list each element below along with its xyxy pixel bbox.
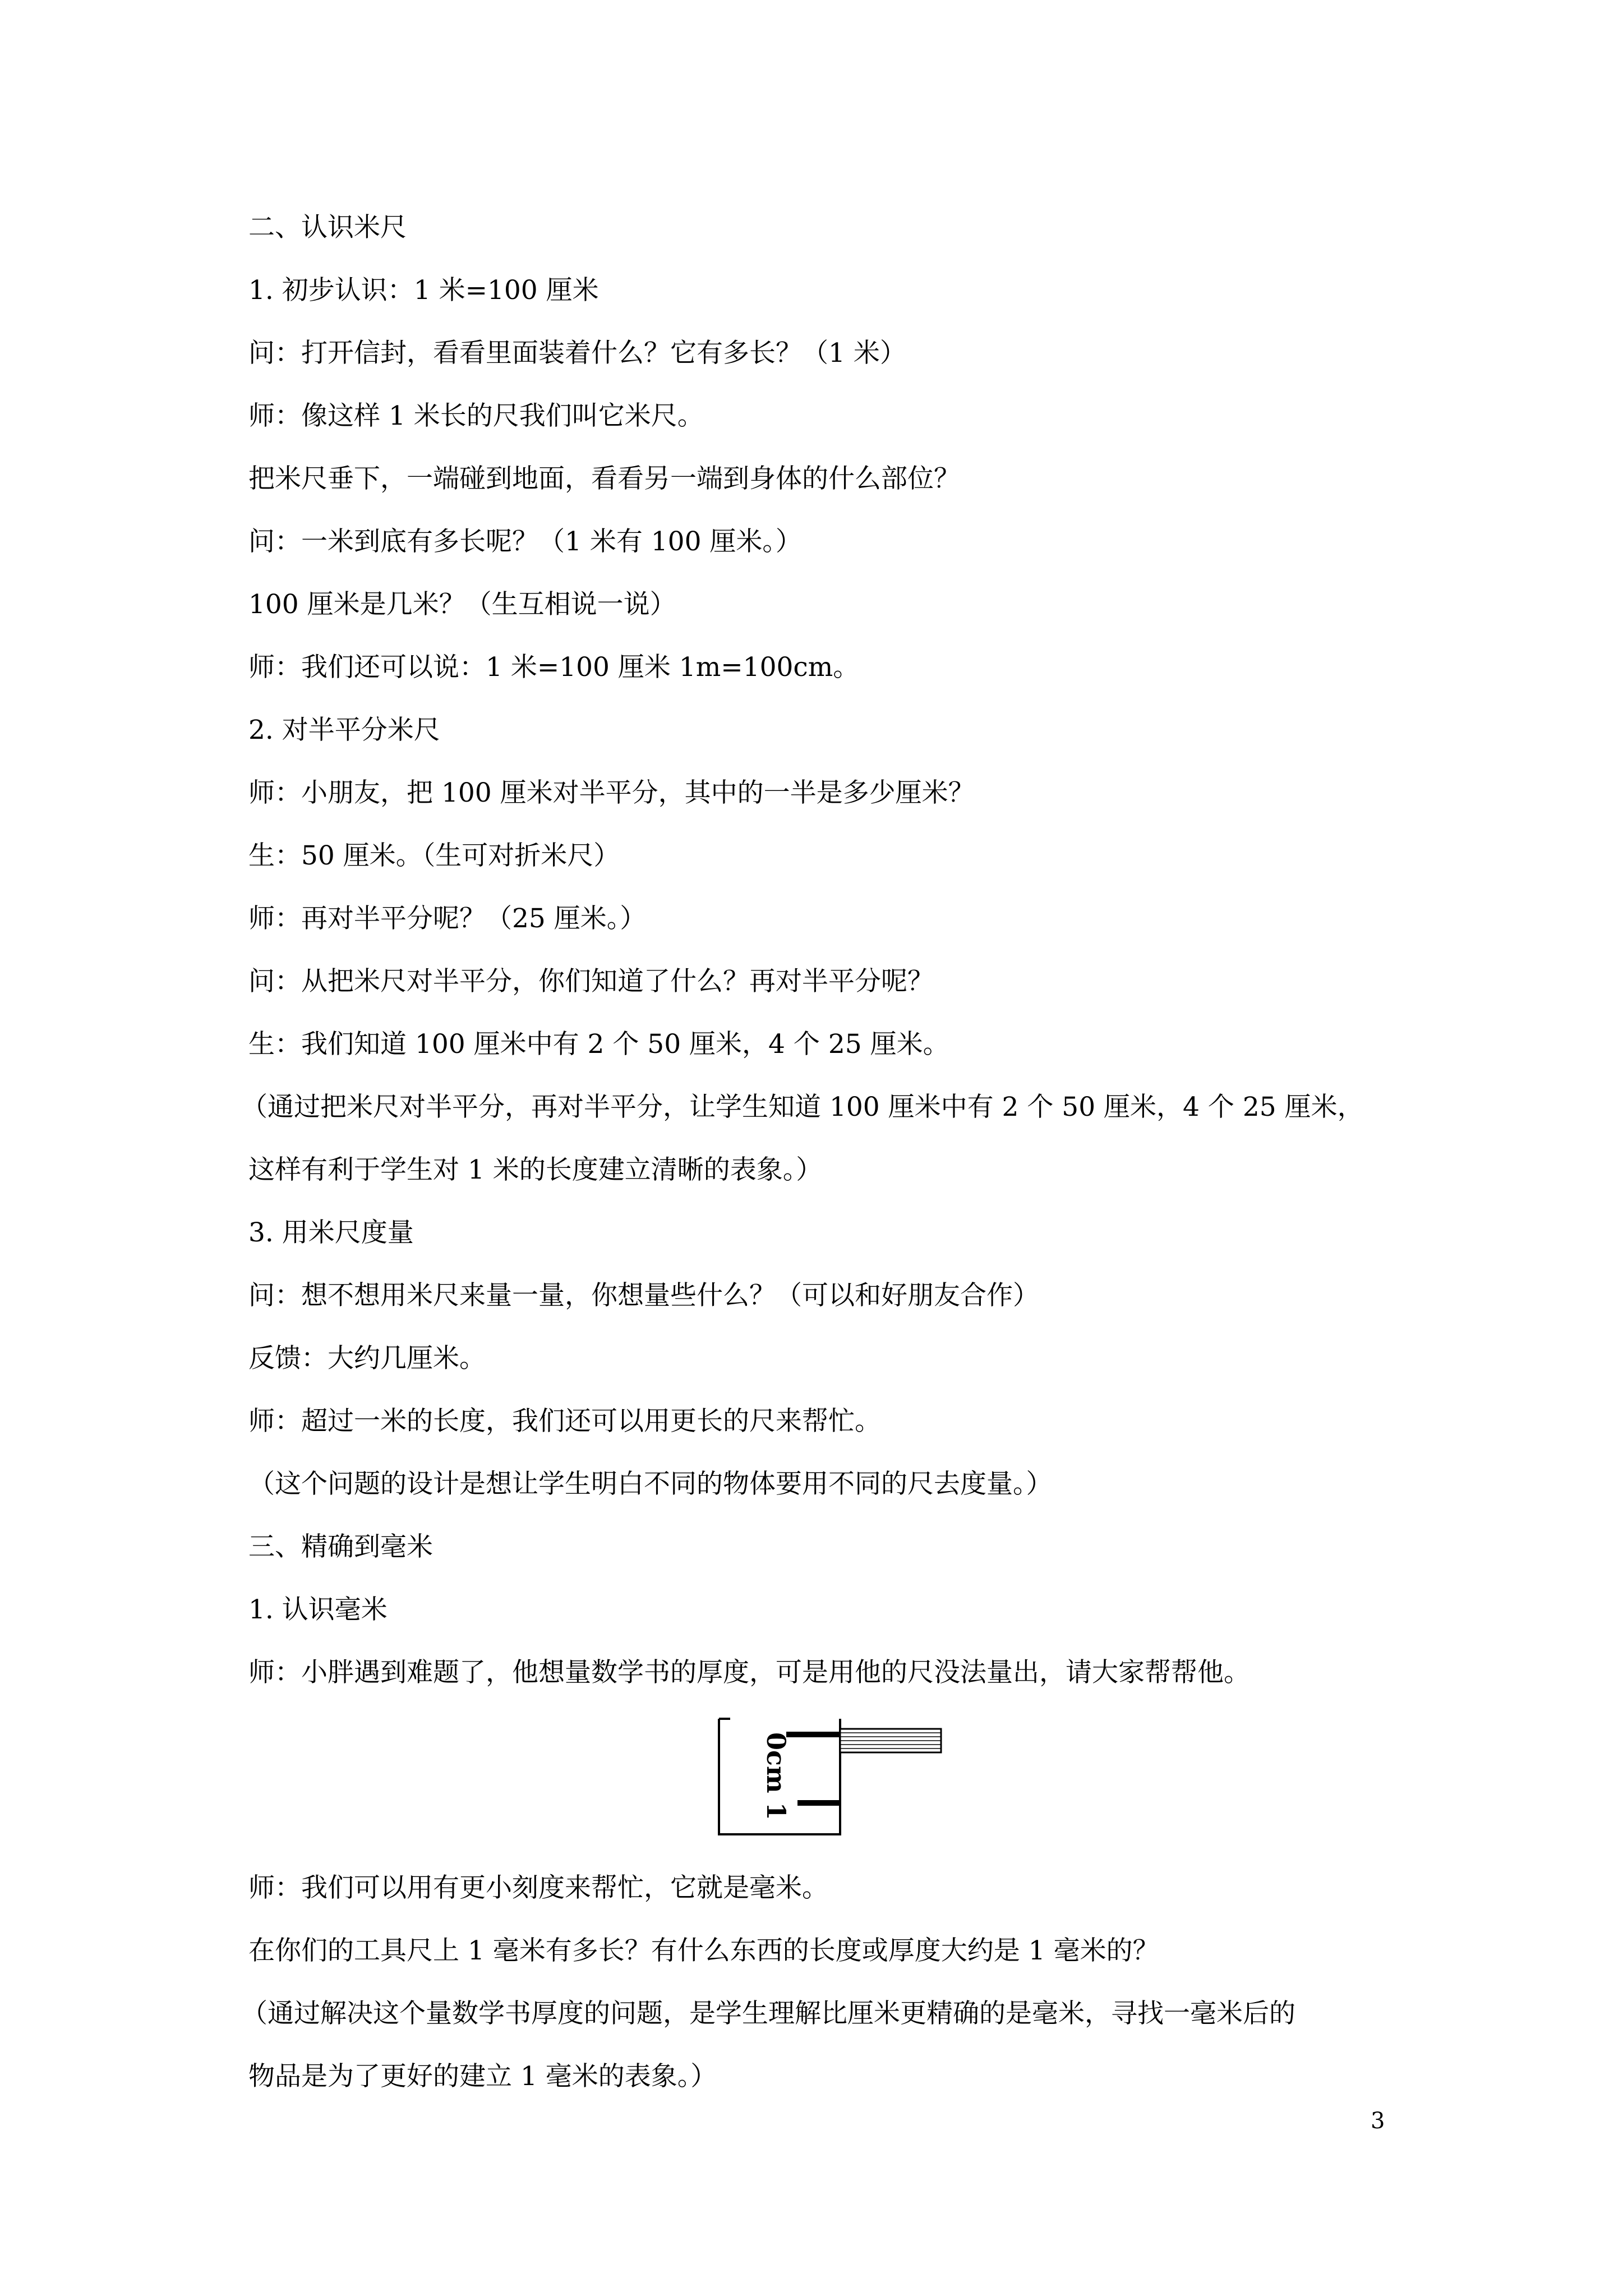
subsection-heading: 1. 初步认识：1 米=100 厘米 <box>248 275 599 306</box>
paragraph: 师：我们还可以说：1 米=100 厘米 1m=100cm。 <box>248 652 860 683</box>
paragraph: 把米尺垂下，一端碰到地面，看看另一端到身体的什么部位？ <box>248 463 960 494</box>
subsection-heading: 3. 用米尺度量 <box>248 1217 414 1248</box>
paragraph: 师：小朋友，把 100 厘米对半平分，其中的一半是多少厘米？ <box>248 777 975 808</box>
paragraph: 师：超过一米的长度，我们还可以用更长的尺来帮忙。 <box>248 1406 881 1437</box>
paragraph: 这样有利于学生对 1 米的长度建立清晰的表象。） <box>248 1154 823 1185</box>
page-number: 3 <box>1371 2108 1385 2134</box>
ruler-book-figure <box>713 1712 971 1847</box>
paragraph: 问：打开信封，看看里面装着什么？它有多长？（1 米） <box>248 338 906 369</box>
paragraph: 反馈：大约几厘米。 <box>248 1343 486 1374</box>
ruler-label: 0cm 1 <box>761 1732 791 1820</box>
paragraph: （这个问题的设计是想让学生明白不同的物体要用不同的尺去度量。） <box>248 1469 1053 1499</box>
paragraph: 问：想不想用米尺来量一量，你想量些什么？（可以和好朋友合作） <box>248 1280 1039 1311</box>
subsection-heading: 1. 认识毫米 <box>248 1594 388 1625</box>
paragraph: 物品是为了更好的建立 1 毫米的表象。） <box>248 2061 717 2092</box>
paragraph: 问：从把米尺对半平分，你们知道了什么？再对半平分呢？ <box>248 966 934 997</box>
paragraph: 生：我们知道 100 厘米中有 2 个 50 厘米，4 个 25 厘米。 <box>248 1029 949 1060</box>
paragraph: （通过解决这个量数学书厚度的问题，是学生理解比厘米更精确的是毫米，寻找一毫米后的 <box>241 1998 1295 2029</box>
paragraph: （通过把米尺对半平分，再对半平分，让学生知道 100 厘米中有 2 个 50 厘米，4 个 25 厘米， <box>241 1092 1364 1122</box>
section-heading: 二、认识米尺 <box>248 212 407 243</box>
section-heading: 三、精确到毫米 <box>248 1531 433 1562</box>
ruler-diagram <box>713 1712 971 1847</box>
paragraph: 师：小胖遇到难题了，他想量数学书的厚度，可是用他的尺没法量出，请大家帮帮他。 <box>248 1657 1250 1688</box>
paragraph: 师：再对半平分呢？（25 厘米。） <box>248 903 647 934</box>
paragraph: 生：50 厘米。（生可对折米尺） <box>248 840 620 871</box>
paragraph: 问：一米到底有多长呢？（1 米有 100 厘米。） <box>248 526 802 557</box>
paragraph: 师：像这样 1 米长的尺我们叫它米尺。 <box>248 401 704 431</box>
paragraph: 100 厘米是几米？（生互相说一说） <box>248 589 676 620</box>
subsection-heading: 2. 对半平分米尺 <box>248 715 440 746</box>
paragraph: 在你们的工具尺上 1 毫米有多长？有什么东西的长度或厚度大约是 1 毫米的？ <box>248 1935 1159 1966</box>
paragraph: 师：我们可以用有更小刻度来帮忙，它就是毫米。 <box>248 1872 828 1903</box>
book-icon <box>840 1729 941 1752</box>
